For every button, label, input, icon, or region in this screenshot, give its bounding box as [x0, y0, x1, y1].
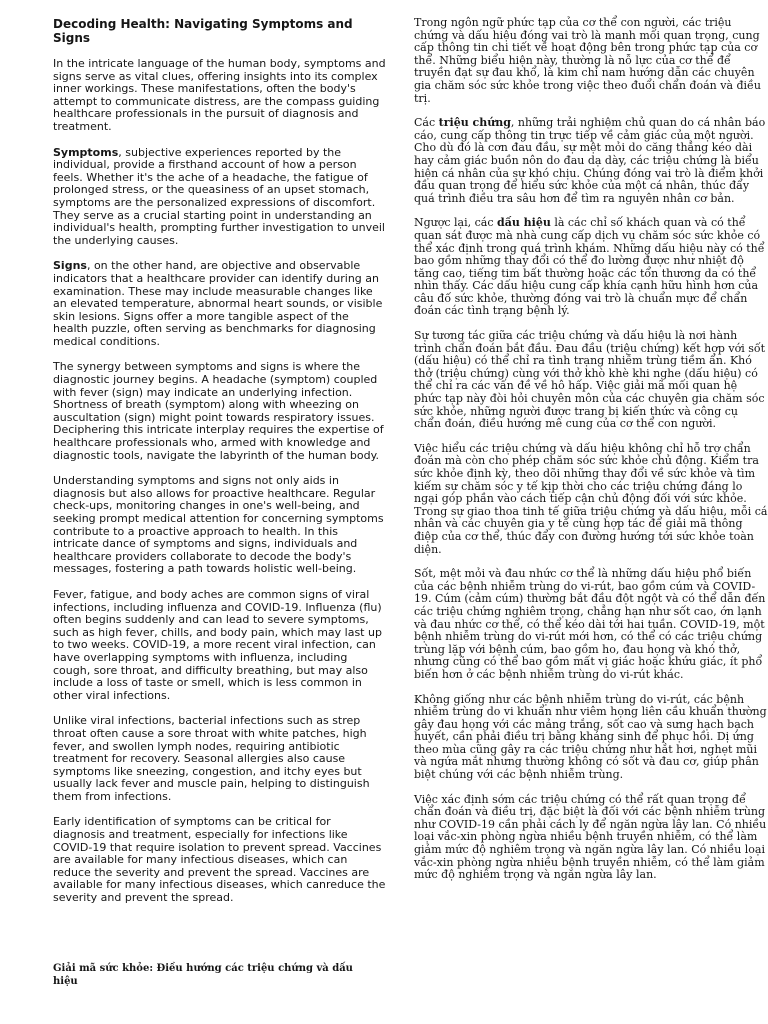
vietnamese-paragraph-early-identification: Việc xác định sớm các triệu chứng có thể rất quan trọng để chẩn đoán và điều trị, đặc biệt là đối với các bệnh nhiễm trùng như COVID-19 cần phải cách ly để ngăn ngừa lây lan. Có nhiều loại vắc-xin phòng ngừa nhiều bệnh truyền nhiễm, có thể làm giảm mức độ nghiêm trọng và ngăn ngừa lây lan. Có nhiều loại vắc-xin phòng ngừa nhiều bệnh truyền nhiễm, có thể làm giảm mức độ nghiêm trọng và ngăn ngừa lây lan.	[414, 792, 767, 882]
english-paragraph-viral: Fever, fatigue, and body aches are common signs of viral infections, including influenza and COVID-19. Influenza (flu) often begins suddenly and can lead to severe symptoms, such as high fever, chills, and body pain, which may last up to two weeks. COVID-19, a more recent viral infection, can have overlapping symptoms with influenza, including cough, sore throat, and difficulty breathing, but may also include a loss of taste or smell, which is less common in other viral infections.	[53, 587, 382, 702]
english-paragraph-bacterial: Unlike viral infections, bacterial infections such as strep throat often cause a sore throat with white patches, high fever, and swollen lymph nodes, requiring antibiotic treatment for recovery. Seasonal allergies also cause symptoms like sneezing, congestion, and itchy eyes but usually lack fever and muscle pain, helping to distinguish them from infections.	[53, 714, 370, 803]
vietnamese-paragraph-symptoms	[414, 117, 768, 205]
signs-lead: Ngược lại, các	[414, 216, 497, 230]
vietnamese-paragraph-bacterial: Không giống như các bệnh nhiễm trùng do vi-rút, các bệnh nhiễm trùng do vi khuẩn như viêm họng liên cầu khuẩn thường gây đau họng với các mảng trắng, sốt cao và sưng hạch bạch huyết, cần phải điều trị bằng kháng sinh để phục hồi. Dị ứng theo mùa cũng gây ra các triệu chứng như hắt hơi, nghẹt mũi và ngứa mắt nhưng thường không có sốt và đau cơ, giúp phân biệt chúng với các bệnh nhiễm trùng.	[414, 692, 767, 782]
vietnamese-symptoms-definition: , những trải nghiệm chủ quan do cá nhân báo cáo, cung cấp thông tin trực tiếp về cảm giác của một người. Cho dù đó là cơn đau đầu, sự mệt mỏi do căng thẳng kéo dài hay cảm giác buồn nôn do đau dạ dày, các triệu chứng là biểu hiện cá nhân của sự khó chịu. Chúng đóng vai trò là điểm khởi đầu quan trọng để hiểu sức khỏe của một cá nhân, thúc đẩy quá trình điều tra sâu hơn để tìm ra nguyên nhân cơ bản.	[414, 116, 766, 205]
signs-definition: , on the other hand, are objective and observable indicators that a healthcare provider can identify during an examination. These may include measurable changes like an elevated temperature, abnormal heart sounds, or visible skin lesions. Signs offer a more tangible aspect of the health puzzle, often serving as benchmarks for diagnosing medical conditions.	[53, 259, 383, 348]
vietnamese-paragraph-synergy: Sự tương tác giữa các triệu chứng và dấu hiệu là nơi hành trình chẩn đoán bắt đầu. Đau đầu (triệu chứng) kết hợp với sốt (dấu hiệu) có thể chỉ ra tình trạng nhiễm trùng tiềm ẩn. Khó thở (triệu chứng) cùng với thở khò khè khi nghe (dấu hiệu) có thể chỉ ra các vấn đề về hô hấp. Việc giải mã mối quan hệ phức tạp này đòi hỏi chuyên môn của các chuyên gia chăm sóc sức khỏe, những người được trang bị kiến thức và công cụ chẩn đoán, điều hướng mê cung của cơ thể con người.	[414, 329, 766, 431]
symptoms-lead: Các	[414, 116, 439, 130]
english-column	[53, 0, 386, 905]
vietnamese-signs-definition: là các chỉ số khách quan và có thể quan sát được mà nhà cung cấp dịch vụ chăm sóc sức khỏe có thể xác định trong quá trình khám. Những dấu hiệu này có thể bao gồm những thay đổi có thể đo lường được như nhiệt độ tăng cao, tiếng tim bất thường hoặc các tổn thương da có thể nhìn thấy. Các dấu hiệu cung cấp khía cạnh hữu hình hơn của câu đố sức khỏe, thường đóng vai trò là chuẩn mực để chẩn đoán các tình trạng bệnh lý.	[414, 216, 765, 318]
vietnamese-paragraph-viral: Sốt, mệt mỏi và đau nhức cơ thể là những dấu hiệu phổ biến của các bệnh nhiễm trùng do vi-rút, bao gồm cúm và COVID-19. Cúm (cảm cúm) thường bắt đầu đột ngột và có thể dẫn đến các triệu chứng nghiêm trọng, chẳng hạn như sốt cao, ớn lạnh và đau nhức cơ thể, có thể kéo dài tới hai tuần. COVID-19, một bệnh nhiễm trùng do vi-rút mới hơn, có thể có các triệu chứng trùng lặp với bệnh cúm, bao gồm ho, đau họng và khó thở, nhưng cũng có thể bao gồm mất vị giác hoặc khứu giác, ít phổ biến hơn ở các bệnh nhiễm trùng do vi-rút khác.	[414, 567, 766, 681]
vietnamese-paragraph-intro: Trong ngôn ngữ phức tạp của cơ thể con người, các triệu chứng và dấu hiệu đóng vai trò là manh mối quan trọng, cung cấp thông tin chi tiết về hoạt động bên trong phức tạp của cơ thể. Những biểu hiện này, thường là nỗ lực của cơ thể để truyền đạt sự đau khổ, là kim chỉ nam hướng dẫn các chuyên gia chăm sóc sức khỏe trong việc theo đuổi chẩn đoán và điều trị.	[414, 16, 761, 105]
vietnamese-title: Giải mã sức khỏe: Điều hướng các triệu chứng và dấu hiệu	[53, 963, 353, 987]
english-paragraph-signs	[53, 260, 386, 348]
english-title: Decoding Health: Navigating Symptoms and Signs	[53, 17, 353, 45]
vietnamese-signs-term: dấu hiệu	[497, 216, 551, 230]
english-paragraph-symptoms	[53, 147, 386, 248]
english-paragraph-understanding: Understanding symptoms and signs not only aids in diagnosis but also allows for proactive healthcare. Regular check-ups, monitoring changes in one's well-being, and seeking prompt medical attention for concerning symptoms contribute to a proactive approach to health. In this intricate dance of symptoms and signs, individuals and healthcare providers collaborate to decode the body's messages, fostering a path towards holistic well-being.	[53, 474, 384, 576]
vietnamese-paragraph-understanding: Việc hiểu các triệu chứng và dấu hiệu không chỉ hỗ trợ chẩn đoán mà còn cho phép chăm sóc sức khỏe chủ động. Kiểm tra sức khỏe định kỳ, theo dõi những thay đổi về sức khỏe và tìm kiếm sự chăm sóc y tế kịp thời cho các triệu chứng đáng lo ngại góp phần vào cách tiếp cận chủ động đối với sức khỏe. Trong sự giao thoa tinh tế giữa triệu chứng và dấu hiệu, mỗi cá nhân và các chuyên gia y tế cùng hợp tác để giải mã thông điệp của cơ thể, thúc đẩy con đường hướng tới sức khỏe toàn diện.	[414, 441, 768, 556]
symptoms-definition: , subjective experiences reported by the individual, provide a firsthand account of how a person feels. Whether it's the ache of a headache, the fatigue of prolonged stress, or the queasiness of an upset stomach, symptoms are the personalized expressions of discomfort. They serve as a crucial starting point in understanding an individual's health, prompting further investigation to unveil the underlying causes.	[53, 145, 385, 247]
signs-term: Signs	[53, 259, 87, 273]
symptoms-term: Symptoms	[53, 145, 119, 159]
english-paragraph-intro: In the intricate language of the human body, symptoms and signs serve as vital clues, offering insights into its complex inner workings. These manifestations, often the body's attempt to communicate distress, are the compass guiding healthcare professionals in the pursuit of diagnosis and treatment.	[53, 57, 386, 133]
vietnamese-column	[414, 0, 768, 882]
english-paragraph-synergy: The synergy between symptoms and signs is where the diagnostic journey begins. A headache (symptom) coupled with fever (sign) may indicate an underlying infection. Shortness of breath (symptom) along with wheezing on auscultation (sign) might point towards respiratory issues. Deciphering this intricate interplay requires the expertise of healthcare professionals who, armed with knowledge and diagnostic tools, navigate the labyrinth of the human body.	[53, 360, 384, 462]
vietnamese-symptoms-term: triệu chứng	[438, 116, 511, 130]
english-paragraph-early-identification: Early identification of symptoms can be critical for diagnosis and treatment, especially for infections like COVID-19 that require isolation to prevent spread. Vaccines are available for many infectious diseases, which can reduce the severity and prevent the spread. Vaccines are available for many infectious diseases, which canreduce the severity and prevent the spread.	[53, 815, 386, 905]
vietnamese-paragraph-signs	[414, 217, 768, 318]
